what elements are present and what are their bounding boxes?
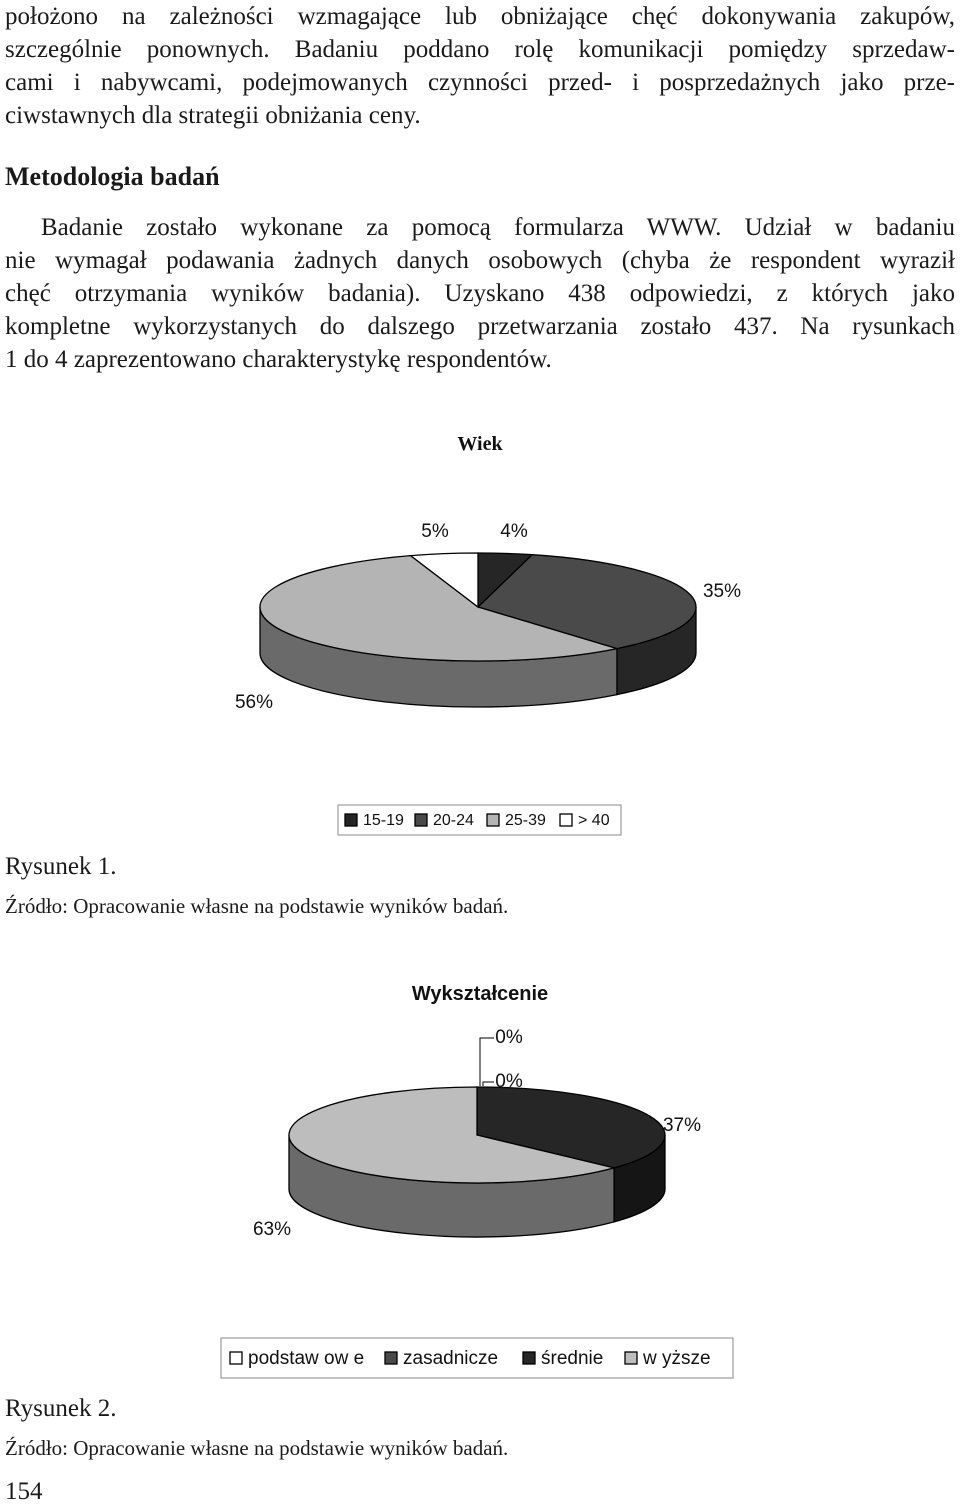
data-label: 0% xyxy=(495,1027,523,1049)
text-line: 1 do 4 zaprezentowano charakterystykę respondentów. xyxy=(5,346,552,373)
figure-caption: Rysunek 2. xyxy=(5,1395,117,1422)
text-line: cami i nabywcami, podejmowanych czynności przed- i posprzedażnych jako prze- xyxy=(5,69,955,96)
legend-label: 25-39 xyxy=(505,812,546,830)
section-heading: Metodologia badań xyxy=(5,162,220,191)
legend-label: 15-19 xyxy=(363,812,404,830)
legend-label: > 40 xyxy=(578,812,610,830)
chart-legend xyxy=(221,1338,733,1378)
legend-swatch xyxy=(415,814,427,826)
figure-caption: Rysunek 1. xyxy=(5,853,117,880)
figure-source: Źródło: Opracowanie własne na podstawie wyników badań. xyxy=(5,894,509,918)
text-line: Badanie zostało wykonane za pomocą formularza WWW. Udział w badaniu xyxy=(41,214,955,241)
legend-label: podstaw ow e xyxy=(248,1348,365,1370)
legend-label: średnie xyxy=(541,1348,604,1370)
education-pie-chart xyxy=(0,970,960,1390)
legend-swatch xyxy=(625,1352,637,1364)
legend-label: w yższe xyxy=(643,1348,711,1370)
legend-swatch xyxy=(487,814,499,826)
age-pie-chart xyxy=(0,420,960,840)
text-line: kompletne wykorzystanych do dalszego przetwarzania zostało 437. Na rysunkach xyxy=(5,313,955,340)
legend-label: 20-24 xyxy=(433,812,474,830)
legend-swatch xyxy=(385,1352,397,1364)
legend-swatch xyxy=(523,1352,535,1364)
intro-paragraph xyxy=(5,0,955,132)
text-line: nie wymagał podawania żadnych danych osobowych (chyba że respondent wyraził xyxy=(5,247,955,274)
text-line: ciwstawnych dla strategii obniżania ceny. xyxy=(5,102,421,129)
text-line: położono na zależności wzmagające lub obniżające chęć dokonywania zakupów, xyxy=(5,3,955,30)
page-number: 154 xyxy=(5,1478,43,1505)
legend-swatch xyxy=(230,1352,242,1364)
legend-swatch xyxy=(560,814,572,826)
pie-slices xyxy=(289,1087,665,1237)
leader-line xyxy=(483,1082,494,1086)
data-label: 4% xyxy=(500,521,528,543)
chart-title: Wiek xyxy=(457,433,503,455)
text-line: chęć otrzymania wyników badania). Uzyskano 438 odpowiedzi, z których jako xyxy=(5,280,955,307)
chart-title: Wykształcenie xyxy=(411,983,549,1005)
text-line: szczególnie ponownych. Badaniu poddano rolę komunikacji pomiędzy sprzedaw- xyxy=(5,36,955,63)
legend-label: zasadnicze xyxy=(403,1348,499,1370)
chart-legend xyxy=(338,805,621,835)
data-label: 35% xyxy=(702,581,742,603)
figure-source: Źródło: Opracowanie własne na podstawie wyników badań. xyxy=(5,1436,509,1460)
leader-line xyxy=(480,1038,494,1086)
data-label: 63% xyxy=(252,1219,292,1241)
data-label: 56% xyxy=(234,692,274,714)
data-label: 5% xyxy=(421,521,449,543)
method-paragraph xyxy=(5,211,955,376)
data-label: 0% xyxy=(495,1071,523,1093)
data-label: 37% xyxy=(662,1115,702,1137)
pie-slices xyxy=(260,553,696,707)
legend-swatch xyxy=(345,814,357,826)
